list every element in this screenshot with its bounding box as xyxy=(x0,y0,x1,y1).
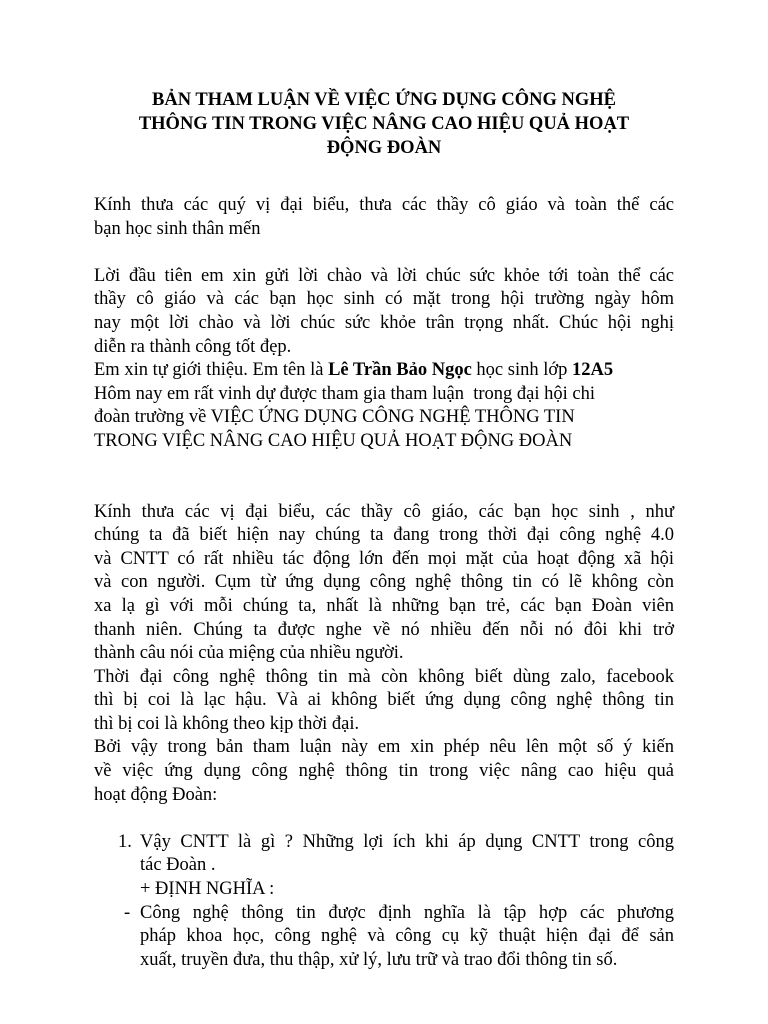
text-line: diễn ra thành công tốt đẹp. xyxy=(94,336,292,357)
text-line: xa lạ gì với mỗi chúng ta, nhất là những bạn trẻ, các bạn Đoàn viên xyxy=(94,595,674,616)
list-number: 1. xyxy=(118,831,132,852)
opening-paragraph xyxy=(94,265,674,359)
text-line: chúng ta đã biết hiện nay chúng ta đang trong thời đại công nghệ 4.0 xyxy=(94,525,674,546)
text-line: Kính thưa các vị đại biểu, các thầy cô giáo, các bạn học sinh , như xyxy=(94,501,674,522)
topic-paragraph xyxy=(94,383,674,454)
text-line: Kính thưa các quý vị đại biểu, thưa các thầy cô giáo và toàn thể các xyxy=(94,195,674,215)
student-class: 12A5 xyxy=(572,360,614,381)
greeting-paragraph xyxy=(94,194,674,241)
text-line: pháp khoa học, công nghệ và công cụ kỹ thuật hiện đại để sản xyxy=(140,926,674,947)
list-dash: - xyxy=(124,902,131,923)
text-line: tác Đoàn . xyxy=(140,855,216,876)
text-line: thanh niên. Chúng ta được nghe về nó nhiều đến nỗi nó đôi khi trở xyxy=(94,619,674,640)
purpose-paragraph xyxy=(94,736,674,807)
text-line: thì bị coi là không theo kịp thời đại. xyxy=(94,713,360,734)
title-line: ĐỘNG ĐOÀN xyxy=(326,138,442,158)
intro-prefix: Em xin tự giới thiệu. Em tên là xyxy=(94,360,329,381)
numbered-list-item xyxy=(94,831,674,902)
text-line: thầy cô giáo và các bạn học sinh có mặt trong hội trường ngày hôm xyxy=(94,289,674,310)
context-paragraph xyxy=(94,501,674,666)
intro-middle: học sinh lớp xyxy=(471,360,573,381)
student-name: Lê Trần Bảo Ngọc xyxy=(328,360,472,381)
text-line: thành câu nói của miệng của nhiều người. xyxy=(94,643,404,664)
text-line: đoàn trường về VIỆC ỨNG DỤNG CÔNG NGHỆ THÔNG TIN xyxy=(94,407,575,428)
text-line: hoạt động Đoàn: xyxy=(94,784,218,805)
self-introduction xyxy=(94,359,674,383)
text-line: Công nghệ thông tin được định nghĩa là tập hợp các phương xyxy=(140,902,674,923)
text-line: về việc ứng dụng công nghệ thông tin trong việc nâng cao hiệu quả xyxy=(94,761,674,782)
era-paragraph xyxy=(94,666,674,737)
text-line: thì bị coi là lạc hậu. Và ai không biết ứng dụng công nghệ thông tin xyxy=(94,690,674,711)
text-line: Vậy CNTT là gì ? Những lợi ích khi áp dụng CNTT trong công xyxy=(140,831,674,852)
title-line: THÔNG TIN TRONG VIỆC NÂNG CAO HIỆU QUẢ HOẠT xyxy=(138,114,630,134)
dash-list-item xyxy=(94,902,674,973)
document-page xyxy=(94,88,674,972)
text-line: Hôm nay em rất vinh dự được tham gia tham luận trong đại hội chi xyxy=(94,383,595,404)
text-line: và con người. Cụm từ ứng dụng công nghệ thông tin có lẽ không còn xyxy=(94,572,674,593)
text-line: + ĐỊNH NGHĨA : xyxy=(140,879,275,900)
document-title xyxy=(94,88,674,160)
title-line: BẢN THAM LUẬN VỀ VIỆC ỨNG DỤNG CÔNG NGHỆ xyxy=(152,90,616,110)
text-line: Lời đầu tiên em xin gửi lời chào và lời chúc sức khỏe tới toàn thể các xyxy=(94,265,674,286)
text-line: xuất, truyền đưa, thu thập, xử lý, lưu trữ và trao đổi thông tin số. xyxy=(140,949,618,970)
text-line: TRONG VIỆC NÂNG CAO HIỆU QUẢ HOẠT ĐỘNG ĐOÀN xyxy=(94,430,573,451)
text-line: Bởi vậy trong bản tham luận này em xin phép nêu lên một số ý kiến xyxy=(94,737,674,758)
text-line: nay một lời chào và lời chúc sức khỏe trân trọng nhất. Chúc hội nghị xyxy=(94,312,674,333)
text-line: và CNTT có rất nhiều tác động lớn đến mọi mặt của hoạt động xã hội xyxy=(94,548,674,569)
text-line: bạn học sinh thân mến xyxy=(94,218,261,239)
text-line: Thời đại công nghệ thông tin mà còn không biết dùng zalo, facebook xyxy=(94,666,674,687)
